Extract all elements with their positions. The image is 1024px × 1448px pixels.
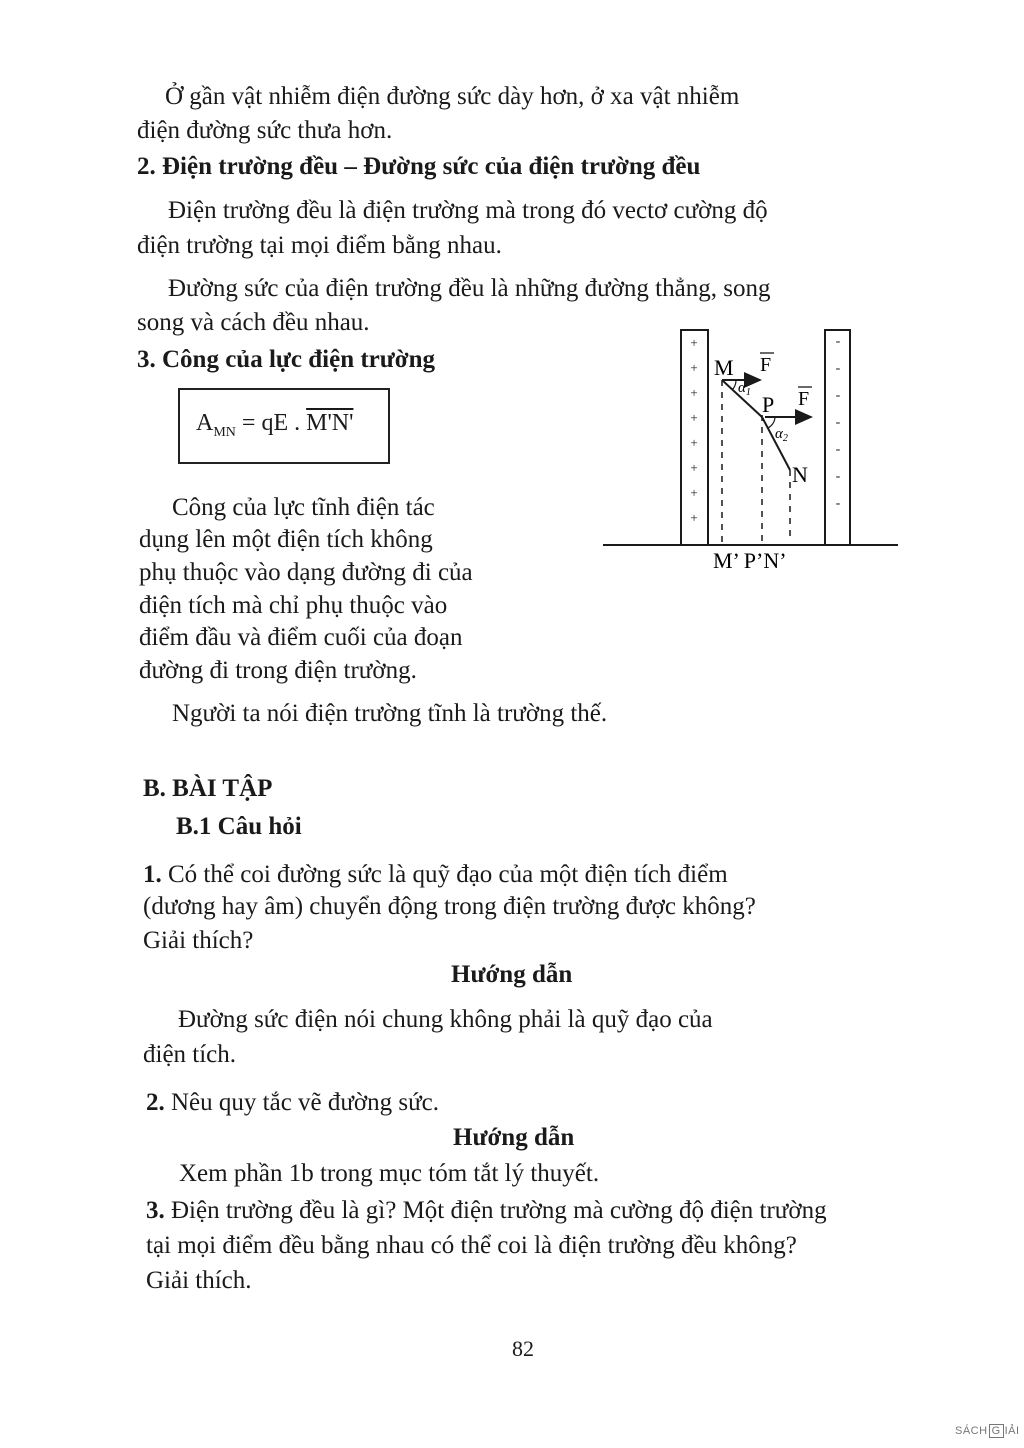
formula-lhs: A (196, 410, 214, 436)
section-3-conclusion: Người ta nói điện trường tĩnh là trường thế. (172, 700, 608, 727)
question-1-line-3: Giải thích? (143, 927, 254, 954)
section-3-paragraph-line-4: điện tích mà chỉ phụ thuộc vào (139, 592, 448, 619)
guide-label-1: Hướng dẫn (451, 961, 573, 988)
section-2-paragraph-1-line-2: điện trường tại mọi điểm bằng nhau. (137, 232, 502, 259)
question-2 (146, 1086, 439, 1120)
section-2-heading: 2. Điện trường đều – Đường sức của điện trường đều (137, 153, 701, 180)
part-b-subheading: B.1 Câu hỏi (176, 813, 302, 840)
watermark-left: SÁCH (955, 1425, 988, 1437)
work-formula (196, 410, 353, 441)
minus-sign: - (835, 361, 841, 376)
part-b-heading: B. BÀI TẬP (143, 775, 273, 802)
minus-sign: - (835, 388, 841, 403)
minus-sign: - (835, 442, 841, 457)
formula-middle: = qE . (235, 410, 307, 436)
label-f-at-m: F (760, 354, 772, 376)
watermark-logo-g: G (989, 1424, 1004, 1438)
formula-vector: M'N' (306, 410, 354, 436)
answer-1-line-2: điện tích. (143, 1041, 237, 1068)
label-n: N (792, 462, 808, 487)
question-1-number: 1. (143, 861, 162, 888)
page-number: 82 (512, 1336, 534, 1361)
minus-sign: - (835, 496, 841, 511)
plus-sign: + (690, 360, 698, 375)
guide-label-2: Hướng dẫn (453, 1124, 575, 1151)
answer-1-line-1: Đường sức điện nói chung không phải là quỹ đạo của (178, 1006, 713, 1033)
section-2-paragraph-2-line-2: song và cách đều nhau. (137, 309, 370, 336)
section-3-paragraph-line-2: dụng lên một điện tích không (139, 526, 433, 553)
section-2-paragraph-2-line-1: Đường sức của điện trường đều là những đường thẳng, song (168, 275, 771, 302)
label-bottom-projections: M’ P’N’ (713, 548, 787, 573)
question-2-number: 2. (146, 1089, 165, 1116)
section-3-paragraph-line-5: điểm đầu và điểm cuối của đoạn (139, 624, 463, 651)
minus-sign: - (835, 415, 841, 430)
question-1-line-2: (dương hay âm) chuyển động trong điện trường được không? (143, 893, 756, 920)
question-3-line-1 (146, 1194, 827, 1228)
plus-sign: + (690, 385, 698, 400)
section-3-heading: 3. Công của lực điện trường (137, 346, 436, 373)
question-1-text: Có thể coi đường sức là quỹ đạo của một điện tích điểm (168, 861, 728, 888)
question-3-line-2: tại mọi điểm đều bằng nhau có thể coi là điện trường đều không? (146, 1232, 797, 1259)
question-3-line-3: Giải thích. (146, 1267, 252, 1294)
minus-sign: - (835, 334, 841, 349)
section-3-paragraph-line-3: phụ thuộc vào dạng đường đi của (139, 559, 473, 586)
question-3-number: 3. (146, 1197, 165, 1224)
plus-sign: + (690, 410, 698, 425)
watermark-right: IẢI (1004, 1425, 1020, 1437)
plus-sign: + (690, 485, 698, 500)
intro-line-1: Ở gần vật nhiễm điện đường sức dày hơn, ở xa vật nhiễm (165, 83, 740, 110)
uniform-field-diagram (595, 320, 905, 580)
label-alpha-1: $\alpha_1$ (738, 380, 751, 398)
plus-sign: + (690, 435, 698, 450)
angle-arc-2 (768, 417, 775, 428)
question-3-text: Điện trường đều là gì? Một điện trường mà cường độ điện trường (171, 1197, 827, 1224)
question-2-text: Nêu quy tắc vẽ đường sức. (171, 1089, 440, 1116)
minus-sign: - (835, 469, 841, 484)
section-2-paragraph-1-line-1: Điện trường đều là điện trường mà trong đó vectơ cường độ (168, 197, 768, 224)
intro-line-2: điện đường sức thưa hơn. (137, 117, 393, 144)
answer-2: Xem phần 1b trong mục tóm tắt lý thuyết. (179, 1160, 600, 1187)
plus-sign: + (690, 460, 698, 475)
question-1-line-1 (143, 858, 728, 892)
formula-subscript: MN (213, 424, 236, 440)
plus-sign: + (690, 510, 698, 525)
label-alpha-2: $\alpha_2$ (775, 426, 788, 444)
angle-arc-1 (732, 380, 736, 390)
section-3-paragraph-line-6: đường đi trong điện trường. (139, 657, 417, 684)
site-watermark (955, 1424, 1020, 1438)
label-f-at-p: F (798, 388, 810, 410)
plus-sign: + (690, 335, 698, 350)
formula-box (178, 388, 390, 464)
label-m: M (714, 355, 734, 380)
section-3-paragraph-line-1: Công của lực tĩnh điện tác (172, 494, 435, 521)
label-p: P (762, 392, 775, 417)
